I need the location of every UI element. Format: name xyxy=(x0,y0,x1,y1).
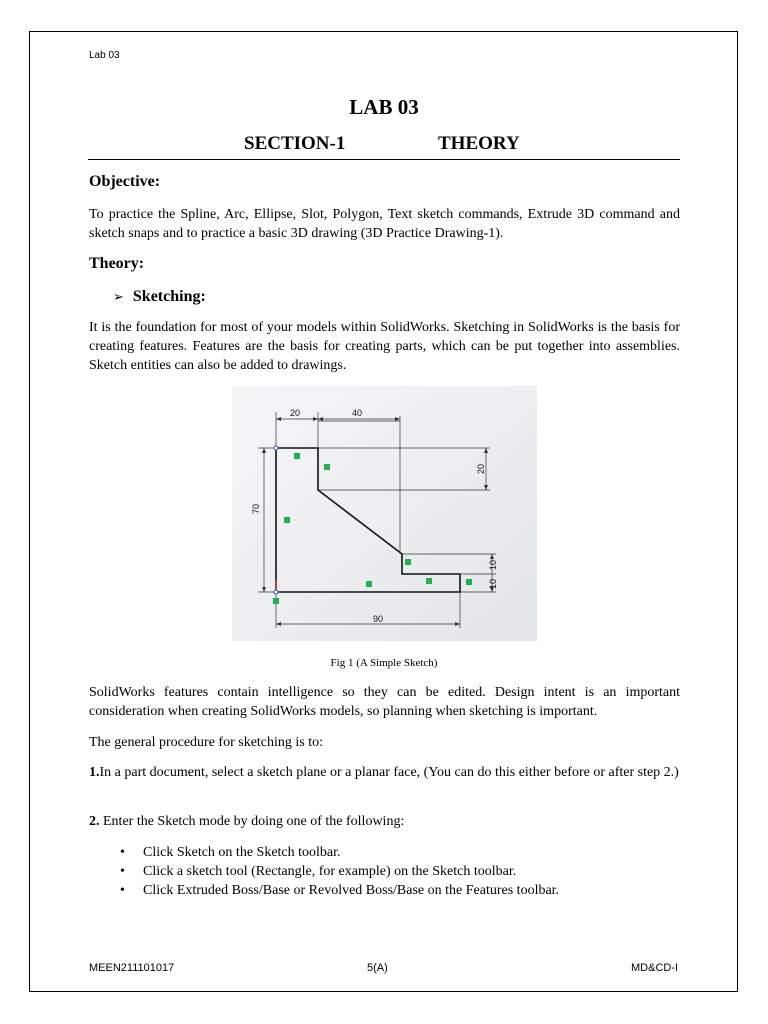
constraint-marker xyxy=(294,453,300,459)
objective-text: To practice the Spline, Arc, Ellipse, Slot, Polygon, Text sketch commands, Extrude 3D command and sketch snaps and to practice a basic 3D drawing (3D Practice Drawing-1). xyxy=(89,207,680,241)
theory-heading: Theory: xyxy=(89,255,145,272)
sketch-mode-list xyxy=(120,843,559,900)
running-header: Lab 03 xyxy=(89,50,120,61)
step-2-number: 2. xyxy=(89,814,100,829)
list-item: • Click a sketch tool (Rectangle, for example) on the Sketch toolbar. xyxy=(120,862,559,881)
step-1-number: 1. xyxy=(89,765,100,780)
page-title: LAB 03 xyxy=(349,95,419,119)
origin-point xyxy=(274,590,278,594)
constraint-marker xyxy=(466,579,472,585)
step-1-text: In a part document, select a sketch plane or a planar face, (You can do this either before or after step 2.) xyxy=(99,765,679,780)
step-2-text: Enter the Sketch mode by doing one of the following: xyxy=(99,814,405,829)
constraint-marker xyxy=(273,598,279,604)
objective-heading: Objective: xyxy=(89,173,161,190)
section-name: THEORY xyxy=(438,133,520,154)
dim-left: 70 xyxy=(251,503,261,514)
dim-right-low2: 10 xyxy=(488,578,498,589)
sketching-intro: It is the foundation for most of your models within SolidWorks. Sketching in SolidWorks is the basis for creating features. Features are the basis for creating parts, which can be put together into assemblies. Sketch entities can also be added to drawings. xyxy=(89,320,680,373)
list-item: • Click Extruded Boss/Base or Revolved Boss/Base on the Features toolbar. xyxy=(120,881,559,900)
paragraph-intelligence: SolidWorks features contain intelligence so they can be edited. Design intent is an important consideration when creating SolidWorks models, so planning when sketching is important. xyxy=(89,685,680,719)
constraint-marker xyxy=(405,559,411,565)
footer-page-number: 5(A) xyxy=(367,962,388,974)
title-rule xyxy=(88,159,680,160)
footer-right: MD&CD-I xyxy=(631,962,679,974)
dim-right-upper: 20 xyxy=(476,463,486,474)
section-label: SECTION-1 xyxy=(244,133,346,154)
footer-left: MEEN211101017 xyxy=(89,962,175,974)
dim-right-low1: 10 xyxy=(488,559,498,570)
sketch-figure xyxy=(232,386,537,641)
dim-bottom: 90 xyxy=(373,614,384,624)
constraint-marker xyxy=(426,578,432,584)
dim-top-b: 40 xyxy=(352,408,363,418)
constraint-marker xyxy=(366,581,372,587)
dim-top-a: 20 xyxy=(290,408,301,418)
sketching-label: Sketching: xyxy=(132,288,206,305)
constraint-marker xyxy=(324,464,330,470)
sketching-subheading xyxy=(113,288,206,306)
figure-caption: Fig 1 (A Simple Sketch) xyxy=(330,657,438,669)
constraint-marker xyxy=(284,517,290,523)
vertex-point xyxy=(274,446,278,450)
step-2 xyxy=(89,812,680,831)
step-1 xyxy=(89,763,680,782)
list-item: • Click Sketch on the Sketch toolbar. xyxy=(120,843,559,862)
arrow-bullet-icon: ➢ xyxy=(113,290,124,305)
paragraph-procedure: The general procedure for sketching is to: xyxy=(89,735,324,750)
